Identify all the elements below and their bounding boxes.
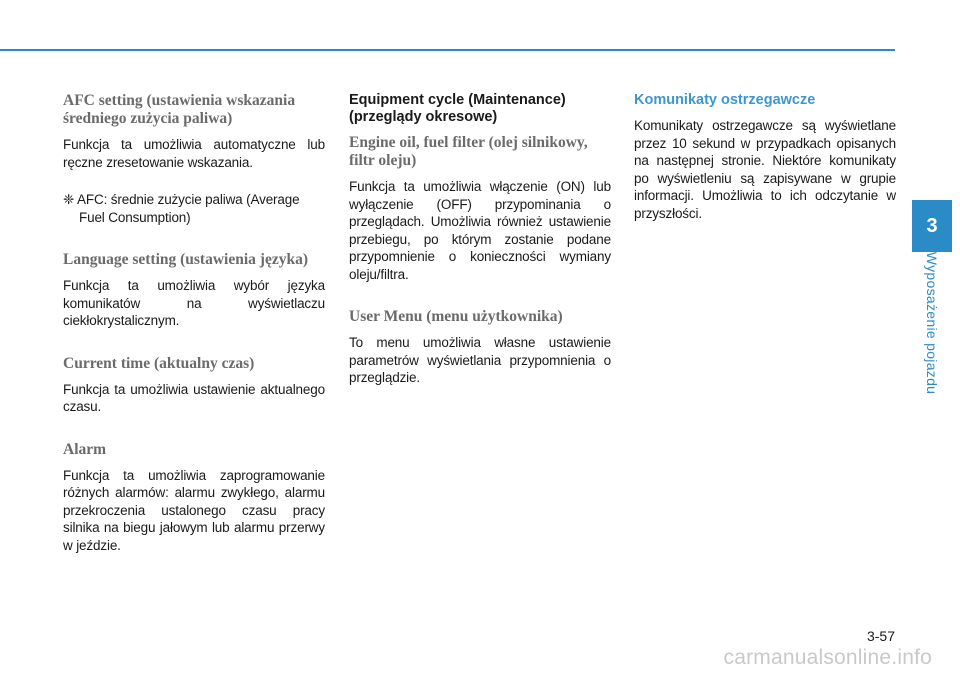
chapter-number-tab: 3 [912,200,952,252]
equipment-cycle-heading: Equipment cycle (Maintenance) (przeglądy okresowe) [349,92,566,125]
column-right [634,92,896,222]
column-middle [349,92,611,387]
page-number: 3-57 [866,628,895,644]
afc-setting-heading: AFC setting (ustawienia wskazania średniego zużycia paliwa) [63,92,296,127]
chapter-label: Wyposażenie pojazdu [924,251,940,395]
engine-oil-heading: Engine oil, fuel filter (olej silnikowy, filtr oleju) [349,134,588,169]
column-left [63,92,325,554]
language-setting-heading: Language setting (ustawienia języka) [63,251,308,268]
alarm-heading: Alarm [63,440,107,458]
engine-oil-text: Funkcja ta umożliwia włączenie (ON) lub wyłączenie (OFF) przypominania o przeglądach. Umożliwia również ustawienie przebiegu, po którym zostanie podane przypomnienie o konieczności wymiany oleju/filtra. [349,179,611,282]
afc-note: ❈ AFC: średnie zużycie paliwa (Average Fuel Consumption) [63,192,300,225]
user-menu-text: To menu umożliwia własne ustawienie parametrów wyświetlania przypomnienia o przeglądzie. [349,335,611,385]
language-setting-text: Funkcja ta umożliwia wybór języka komunikatów na wyświetlaczu ciekłokrystalicznym. [63,278,325,328]
top-rule [0,49,895,51]
warning-messages-heading: Komunikaty ostrzegawcze [634,92,816,108]
current-time-heading: Current time (aktualny czas) [63,354,255,372]
watermark: carmanualsonline.info [723,646,932,669]
afc-setting-text: Funkcja ta umożliwia automatyczne lub ręczne zresetowanie wskazania. [63,137,325,170]
alarm-text: Funkcja ta umożliwia zaprogramowanie różnych alarmów: alarmu zwykłego, alarmu przekroczenia ustalonego czasu pracy silnika na biegu jałowym lub alarmu przerwy w jeździe. [63,467,325,553]
current-time-text: Funkcja ta umożliwia ustawienie aktualnego czasu. [63,381,325,414]
warning-messages-text: Komunikaty ostrzegawcze są wyświetlane przez 10 sekund w przypadkach opisanych na następnej stronie. Niektóre komunikaty po wyświetleniu są zapisywane w grupie informacji. Umożliwia to ich odczytanie w przyszłości. [634,118,896,221]
user-menu-heading: User Menu (menu użytkownika) [349,308,563,325]
